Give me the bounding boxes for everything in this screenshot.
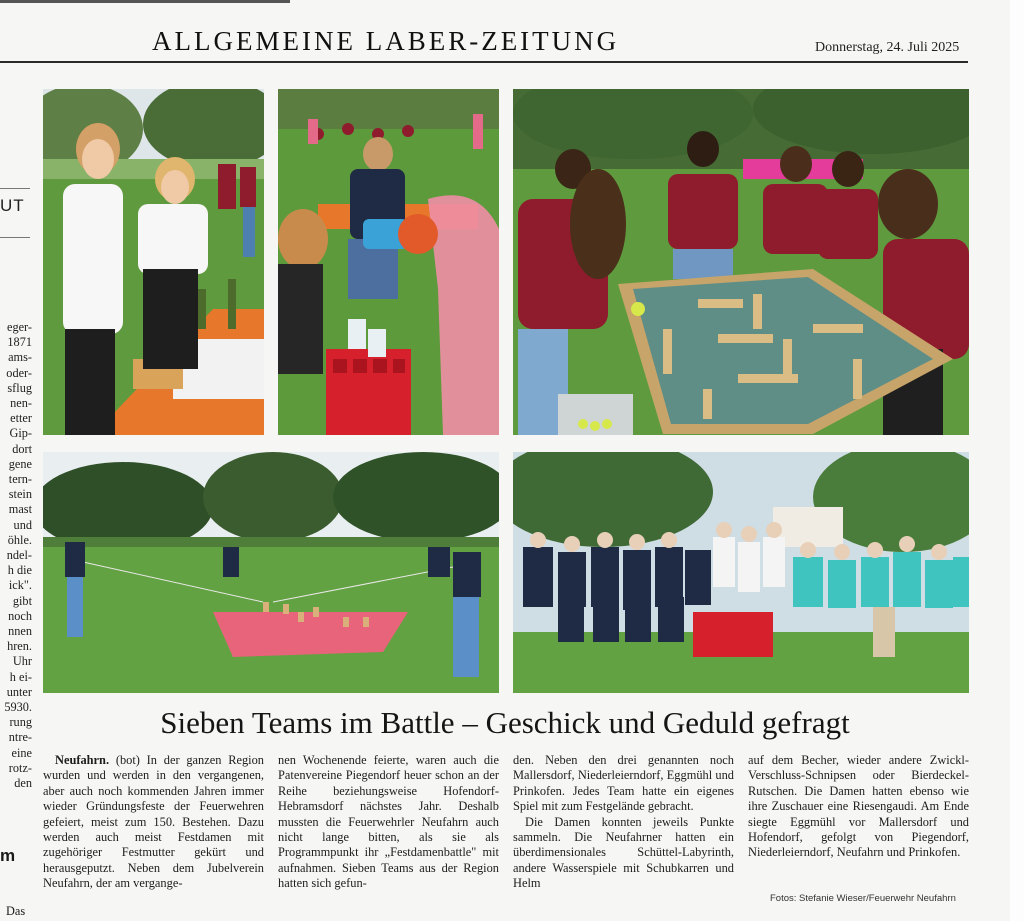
article-col1-text: (bot) In der ganzen Region wurden und werden in den vergangenen, aber auch noch kommenden Jahren immer wieder Gründungsfeste der Feuerwehren gefeiert, meist zum 150. Bestehen. Dazu werden auch meist Festdamen mit zugehöriger Festmutter gekürt und herausgeputzt. Neben dem Jubelverein Neufahrn, der am vergange- — [43, 753, 264, 891]
left-fragment-line: 1871 — [7, 335, 32, 350]
left-fragment-line: den — [14, 776, 32, 791]
left-fragment-line: sflug — [7, 380, 32, 395]
left-fragment-line: nnen — [8, 624, 32, 639]
left-fragment-line: rotz- — [8, 760, 32, 775]
left-fragment-line: ndel- — [6, 548, 32, 563]
article-column-3 — [513, 753, 734, 892]
article-col4-text: auf dem Becher, wieder andere Zwickl-Verschluss-Schnipsen oder Bierdeckel-Rutschen. Die Damen hatten ebenso wie ihre Zuschauer eine Riesengaudi. Am Ende siegte Eggmühl vor Mallersdorf und Hofendorf, gefolgt von Piegendorf, Niederleierndorf, Neufahrn und Prinkofen. — [748, 753, 969, 860]
left-fragment-line: dort — [12, 441, 32, 456]
left-fragment-line: Uhr — [12, 654, 32, 669]
photo-labyrinth — [513, 89, 969, 435]
left-fragment-line: tern- — [8, 472, 32, 487]
left-fragment-line: stein — [8, 487, 32, 502]
left-fragment-line: mast — [8, 502, 32, 517]
left-fragment-line: eine — [11, 745, 32, 760]
left-fragment-line: eger- — [6, 320, 32, 334]
left-column-fragment — [0, 320, 32, 791]
left-fragment-line: unter — [6, 684, 32, 699]
left-fragment-line: Gip- — [9, 426, 32, 441]
left-fragment-line: nen- — [10, 396, 32, 411]
left-fragment-line: hren. — [7, 639, 32, 654]
left-fragment-line: rung — [9, 715, 32, 730]
left-bottom-fragment: Das — [6, 904, 26, 918]
left-heading-rule-top — [0, 188, 30, 189]
article-col3a-text: den. Neben den drei genannten noch Mallersdorf, Niederleierndorf, Eggmühl und Prinkofen. Jedes Team hatte ein eigenes Spiel mit zum Festgelände gebracht. — [513, 753, 734, 814]
left-fragment-line: oder- — [6, 365, 32, 380]
left-fragment-line: gibt — [12, 593, 32, 608]
left-fragment-line: gene — [8, 456, 32, 471]
article-col3b-text: Die Damen konnten jeweils Punkte sammeln. Die Neufahrner hatten ein überdimensionales Schüttel-Labyrinth, andere Wasserspiele mit Schubkarren und Helm — [513, 814, 734, 891]
left-fragment-line: 5930. — [4, 700, 32, 715]
left-fragment-line: ick". — [8, 578, 32, 593]
left-fragment-line: h ei- — [9, 669, 32, 684]
right-edge-bar — [1010, 0, 1024, 921]
left-fragment-line: etter — [10, 411, 32, 426]
photo-water-game — [278, 89, 499, 435]
photo-field-game — [43, 452, 499, 693]
top-edge-bar — [0, 0, 290, 3]
article-col2-text: nen Wochenende feierte, waren auch die Patenvereine Piegendorf heuer schon an der Reihe beziehungsweise Hofendorf-Hebramsdorf nächstes Jahr. Deshalb mussten die Feuerwehrler Neufahrn auch nicht lange bitten, als sie als Programmpunkt ihr „Festdamenbattle" mit aufnahmen. Sieben Teams aus der Region hatten sich gefun- — [278, 753, 499, 891]
left-heading-rule-bottom — [0, 237, 30, 238]
issue-date: Donnerstag, 24. Juli 2025 — [815, 40, 960, 55]
article-headline: Sieben Teams im Battle – Geschick und Geduld gefragt — [160, 705, 850, 740]
left-heading-fragment: UT — [0, 196, 25, 215]
left-bold-fragment: m — [0, 846, 16, 865]
left-fragment-line: öhle. — [7, 532, 32, 547]
left-fragment-line: h die — [7, 563, 32, 578]
left-fragment-line: ntre- — [8, 730, 32, 745]
article-column-4 — [748, 753, 969, 861]
left-fragment-line: noch — [8, 608, 32, 623]
masthead-rule — [0, 61, 968, 63]
photo-group — [513, 452, 969, 693]
masthead-title: ALLGEMEINE LABER-ZEITUNG — [152, 26, 620, 56]
article-column-2 — [278, 753, 499, 892]
photo-bottle-game — [43, 89, 264, 435]
photo-credit: Fotos: Stefanie Wieser/Feuerwehr Neufahrn — [770, 893, 956, 904]
article-dateline: Neufahrn. — [55, 753, 110, 767]
left-fragment-line: ams- — [8, 350, 32, 365]
article-column-1 — [43, 753, 264, 892]
left-fragment-line: und — [13, 517, 32, 532]
